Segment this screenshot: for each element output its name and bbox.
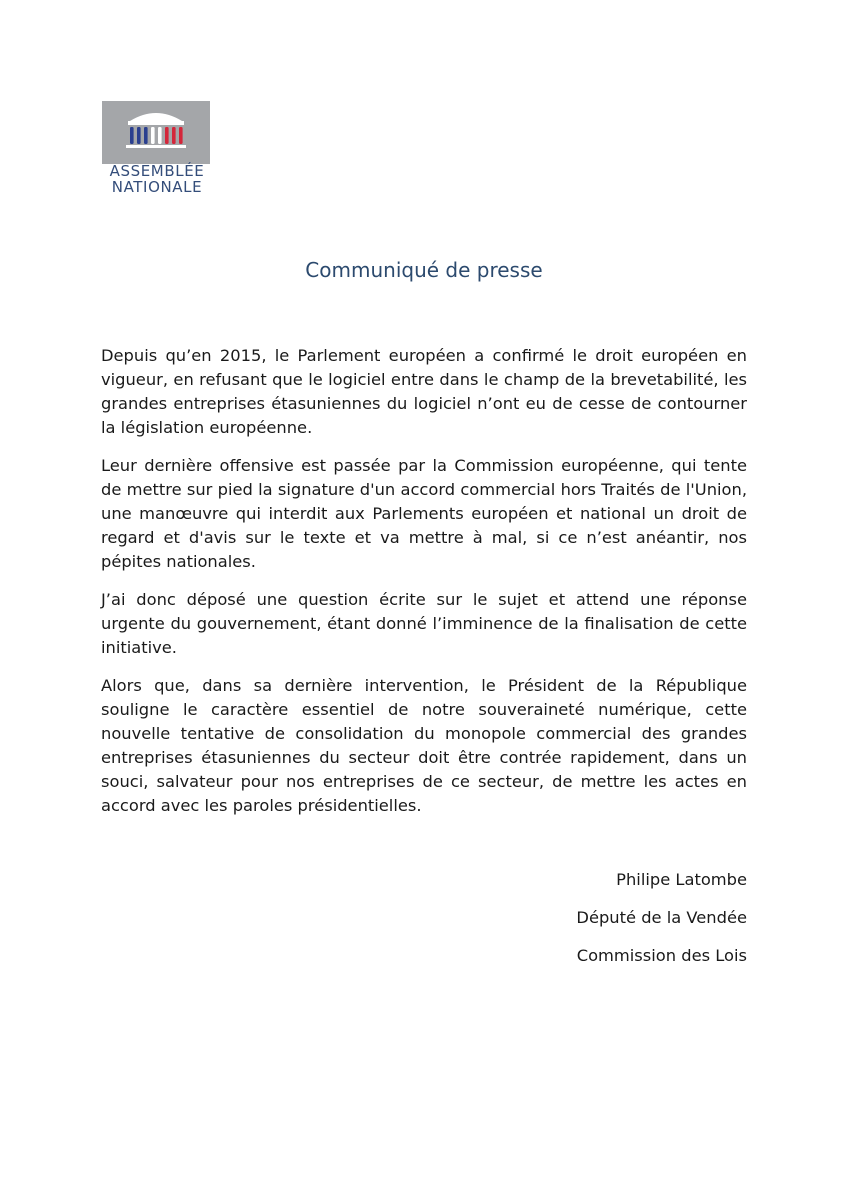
paragraph-1: Depuis qu’en 2015, le Parlement européen a confirmé le droit européen en vigueur, en refusant que le logiciel entre dans le champ de la brevetabilité, les grandes entreprises étasuniennes du logiciel n’ont eu de cesse de contourner la législation européenne. — [101, 346, 747, 437]
signature-block — [500, 868, 747, 982]
press-release-body — [101, 344, 747, 832]
logo-wordmark — [102, 163, 212, 195]
assemblee-nationale-logo — [102, 101, 212, 196]
hemicycle-emblem-icon — [102, 101, 210, 164]
logo-line-2: NATIONALE — [111, 178, 203, 196]
signature-name: Philipe Latombe — [616, 870, 747, 889]
signature-commission: Commission des Lois — [576, 946, 747, 965]
signature-role: Député de la Vendée — [576, 908, 747, 927]
paragraph-2: Leur dernière offensive est passée par la Commission européenne, qui tente de mettre sur pied la signature d'un accord commercial hors Traités de l'Union, une manœuvre qui interdit aux Parlements européen et national un droit de regard et d'avis sur le texte et va mettre à mal, si ce n’est anéantir, nos pépites nationales. — [101, 456, 747, 571]
page-title: Communiqué de presse — [305, 258, 543, 282]
paragraph-4: Alors que, dans sa dernière intervention, le Président de la République souligne le caractère essentiel de notre souveraineté numérique, cette nouvelle tentative de consolidation du monopole commercial des grandes entreprises étasuniennes du secteur doit être contrée rapidement, dans un souci, salvateur pour nos entreprises de ce secteur, de mettre les actes en accord avec les paroles présidentielles. — [101, 676, 747, 815]
paragraph-3: J’ai donc déposé une question écrite sur le sujet et attend une réponse urgente du gouvernement, étant donné l’imminence de la finalisation de cette initiative. — [101, 590, 747, 657]
logo-line-1: ASSEMBLÉE — [109, 162, 205, 180]
